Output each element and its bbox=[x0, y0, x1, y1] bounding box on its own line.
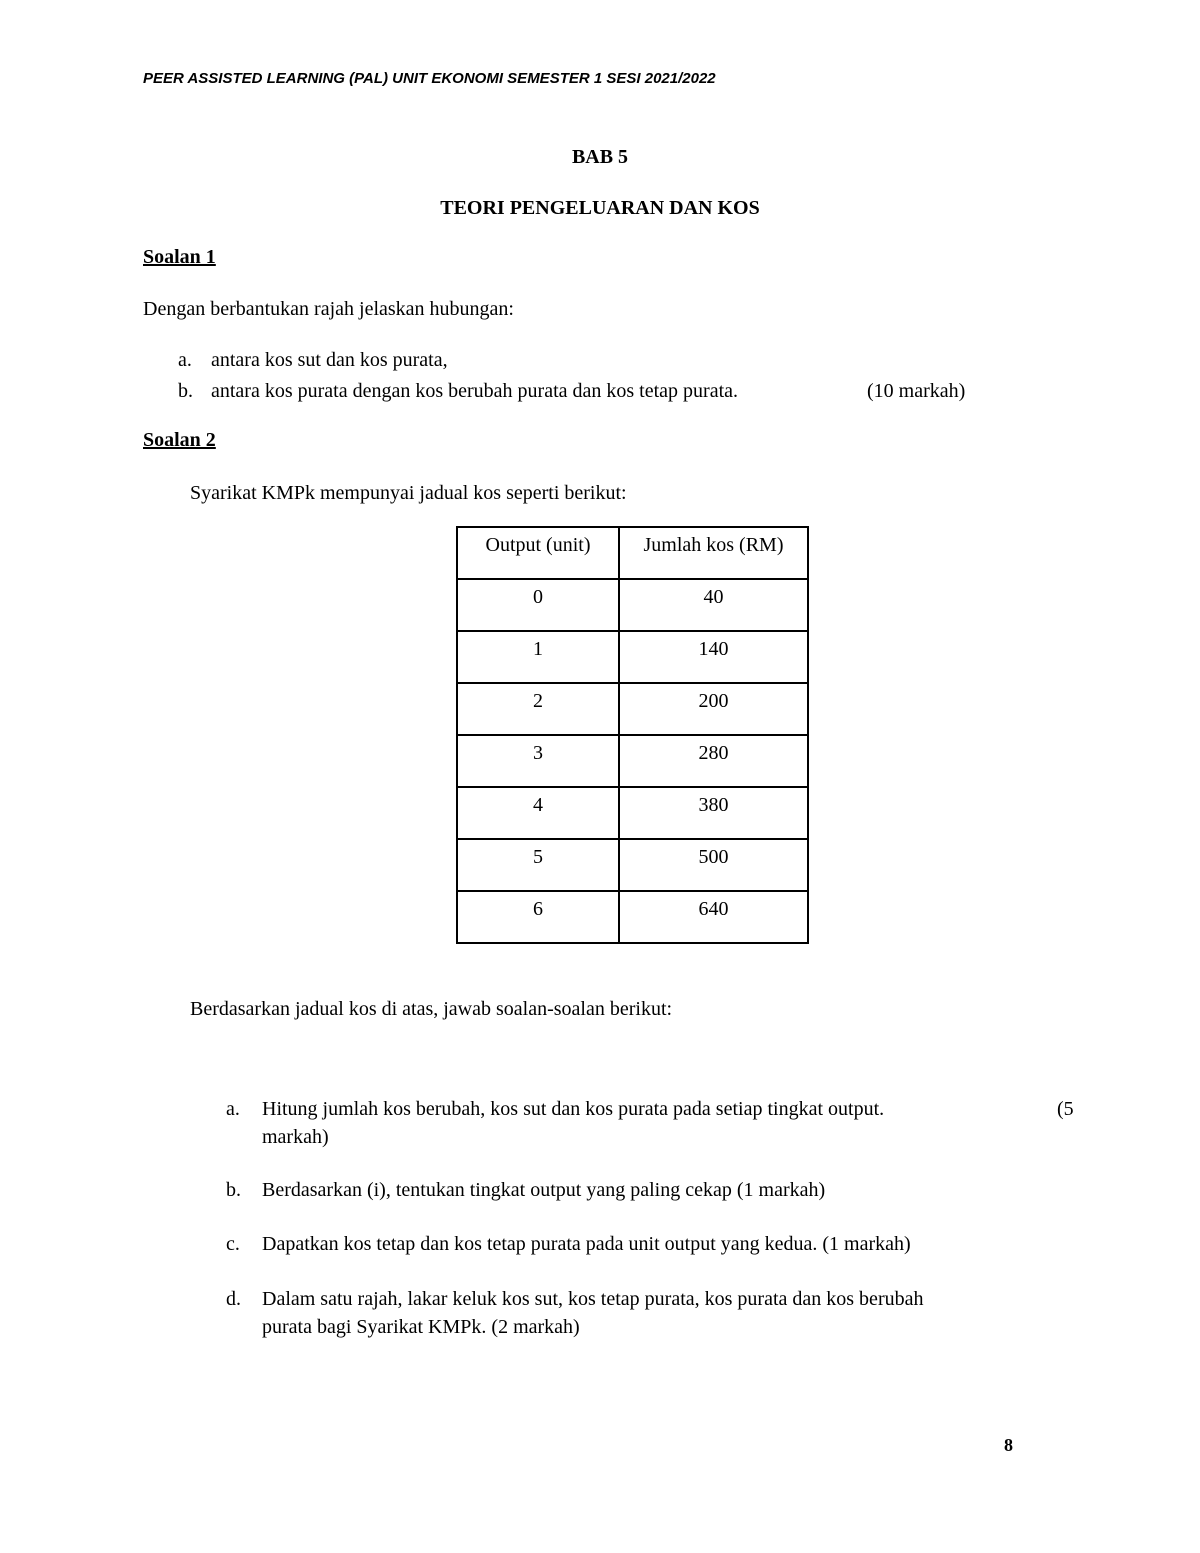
table-cell: 0 bbox=[457, 579, 619, 631]
question-1-heading: Soalan 1 bbox=[143, 246, 216, 268]
table-cell: 3 bbox=[457, 735, 619, 787]
table-cell: 2 bbox=[457, 683, 619, 735]
page-number: 8 bbox=[1004, 1435, 1013, 1455]
question-2-intro: Syarikat KMPk mempunyai jadual kos seperti berikut: bbox=[190, 482, 627, 504]
question-2-item-b: Berdasarkan (i), tentukan tingkat output yang paling cekap (1 markah) bbox=[262, 1179, 826, 1201]
table-header-row bbox=[457, 527, 808, 579]
table-row bbox=[457, 631, 808, 683]
table-header-total-cost: Jumlah kos (RM) bbox=[619, 527, 808, 579]
chapter-label: BAB 5 bbox=[571, 146, 629, 168]
list-marker: b. bbox=[178, 380, 193, 402]
table-row bbox=[457, 735, 808, 787]
cost-table bbox=[456, 526, 809, 944]
question-1-intro: Dengan berbantukan rajah jelaskan hubungan: bbox=[143, 298, 514, 320]
table-cell: 380 bbox=[619, 787, 808, 839]
table-row bbox=[457, 683, 808, 735]
question-2-item-a: Hitung jumlah kos berubah, kos sut dan kos purata pada setiap tingkat output. bbox=[262, 1098, 885, 1120]
question-2-item-a-marks-cont: markah) bbox=[262, 1126, 329, 1148]
list-marker: c. bbox=[226, 1233, 240, 1255]
table-row bbox=[457, 787, 808, 839]
table-cell: 280 bbox=[619, 735, 808, 787]
question-1-item-b: antara kos purata dengan kos berubah purata dan kos tetap purata. bbox=[211, 380, 739, 402]
table-row bbox=[457, 891, 808, 943]
list-marker: d. bbox=[226, 1288, 241, 1310]
list-marker: a. bbox=[178, 349, 192, 371]
chapter-title: TEORI PENGELUARAN DAN KOS bbox=[440, 197, 760, 219]
question-1-marks: (10 markah) bbox=[867, 380, 966, 402]
table-cell: 6 bbox=[457, 891, 619, 943]
table-header-output: Output (unit) bbox=[457, 527, 619, 579]
running-header: PEER ASSISTED LEARNING (PAL) UNIT EKONOMI SEMESTER 1 SESI 2021/2022 bbox=[143, 70, 716, 87]
table-cell: 500 bbox=[619, 839, 808, 891]
question-1-item-a: antara kos sut dan kos purata, bbox=[211, 349, 448, 371]
question-2-item-a-marks: (5 bbox=[1057, 1098, 1074, 1120]
list-marker: a. bbox=[226, 1098, 240, 1120]
question-2-item-d: Dalam satu rajah, lakar keluk kos sut, kos tetap purata, kos purata dan kos berubah bbox=[262, 1288, 924, 1310]
table-cell: 200 bbox=[619, 683, 808, 735]
table-cell: 4 bbox=[457, 787, 619, 839]
table-cell: 1 bbox=[457, 631, 619, 683]
table-cell: 640 bbox=[619, 891, 808, 943]
table-row bbox=[457, 579, 808, 631]
question-2-item-c: Dapatkan kos tetap dan kos tetap purata pada unit output yang kedua. (1 markah) bbox=[262, 1233, 911, 1255]
question-2-instruction: Berdasarkan jadual kos di atas, jawab soalan-soalan berikut: bbox=[190, 998, 673, 1020]
question-2-item-d-cont: purata bagi Syarikat KMPk. (2 markah) bbox=[262, 1316, 580, 1338]
table-cell: 5 bbox=[457, 839, 619, 891]
table-row bbox=[457, 839, 808, 891]
table-cell: 140 bbox=[619, 631, 808, 683]
table-cell: 40 bbox=[619, 579, 808, 631]
question-2-heading: Soalan 2 bbox=[143, 429, 216, 451]
list-marker: b. bbox=[226, 1179, 241, 1201]
